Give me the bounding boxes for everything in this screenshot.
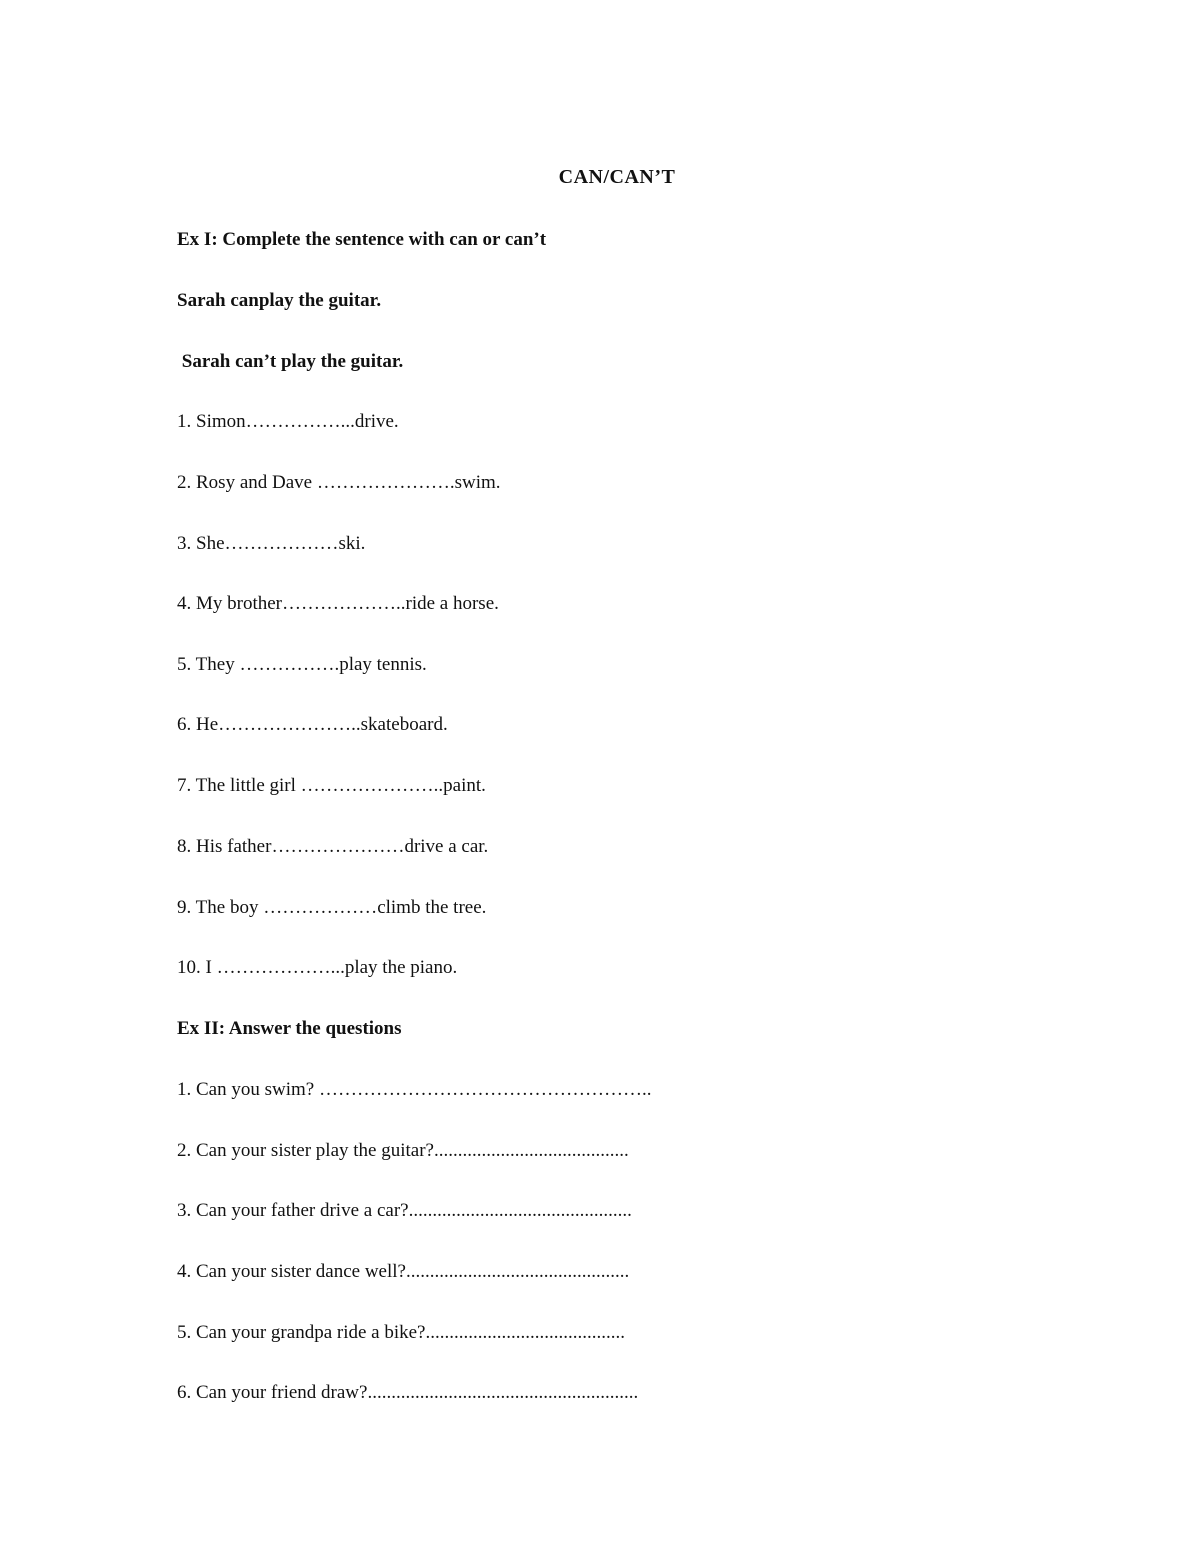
exercise-1-item: 4. My brother………………..ride a horse. (177, 593, 499, 614)
exercise-1-item: 7. The little girl …………………..paint. (177, 775, 486, 796)
exercise-1-item: 8. His father…………………drive a car. (177, 836, 489, 857)
exercise-1-item: 2. Rosy and Dave ………………….swim. (177, 472, 501, 493)
exercise-2-heading: Ex II: Answer the questions (177, 1018, 402, 1039)
exercise-1-item: 1. Simon……………...drive. (177, 411, 399, 432)
exercise-1-heading: Ex I: Complete the sentence with can or can’t (177, 229, 547, 250)
exercise-2-question: 2. Can your sister play the guitar?......................................... (177, 1140, 629, 1161)
example-sentence-cant: Sarah can’t play the guitar. (177, 351, 404, 372)
exercise-1-item: 6. He…………………..skateboard. (177, 714, 448, 735)
exercise-1-item: 3. She………………ski. (177, 533, 366, 554)
exercise-2-question: 5. Can your grandpa ride a bike?.......................................... (177, 1322, 625, 1343)
exercise-2-question: 1. Can you swim? …………………………………………….. (177, 1079, 652, 1100)
example-sentence-can: Sarah canplay the guitar. (177, 290, 382, 311)
page-title: CAN/CAN’T (558, 166, 676, 188)
exercise-2-question: 4. Can your sister dance well?............................................... (177, 1261, 630, 1282)
exercise-2-question: 6. Can your friend draw?......................................................... (177, 1382, 639, 1403)
exercise-2-question: 3. Can your father drive a car?............................................... (177, 1200, 632, 1221)
exercise-1-item: 9. The boy ………………climb the tree. (177, 897, 487, 918)
exercise-1-item: 10. I ………………...play the piano. (177, 957, 458, 978)
exercise-1-item: 5. They …………….play tennis. (177, 654, 427, 675)
